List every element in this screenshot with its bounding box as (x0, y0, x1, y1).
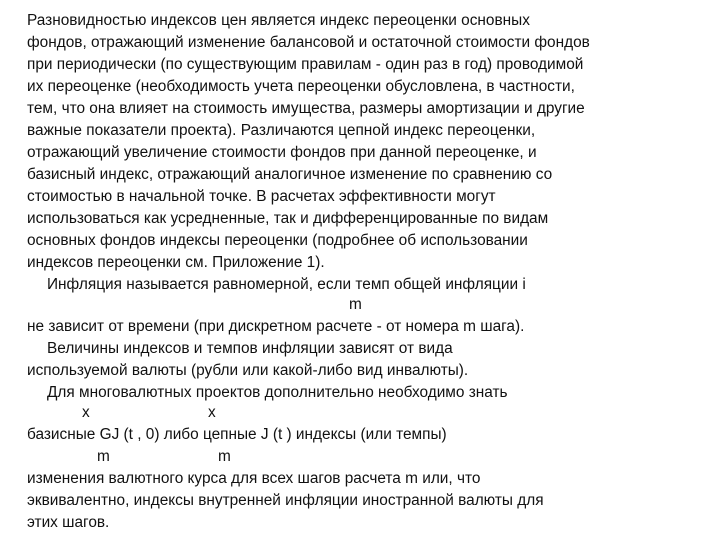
paragraph-line: базисные GJ (t , 0) либо цепные J (t ) индексы (или темпы) (27, 426, 447, 443)
paragraph-line: базисный индекс, отражающий аналогичное изменение по сравнению со (27, 166, 553, 183)
paragraph-line: важные показатели проекта). Различаются цепной индекс переоценки, (27, 122, 536, 139)
paragraph-line: Для многовалютных проектов дополнительно необходимо знать (47, 384, 508, 401)
subscript-m: m (349, 296, 362, 313)
paragraph-line: используемой валюты (рубли или какой-либо вид инвалюты). (27, 362, 469, 379)
paragraph-line: эквивалентно, индексы внутренней инфляции иностранной валюты для (27, 492, 544, 509)
paragraph-line: стоимостью в начальной точке. В расчетах эффективности могут (27, 188, 496, 205)
paragraph-line: при периодически (по существующим правилам - один раз в год) проводимой (27, 56, 584, 73)
subscript-x: x (82, 404, 90, 421)
paragraph-line: не зависит от времени (при дискретном расчете - от номера m шага). (27, 318, 525, 335)
paragraph-line: основных фондов индексы переоценки (подробнее об использовании (27, 232, 528, 249)
subscript-x: x (208, 404, 216, 421)
paragraph-line: этих шагов. (27, 514, 110, 531)
paragraph-line: индексов переоценки см. Приложение 1). (27, 254, 325, 271)
paragraph-line: тем, что она влияет на стоимость имущества, размеры амортизации и другие (27, 100, 585, 117)
paragraph-line: использоваться как усредненные, так и дифференцированные по видам (27, 210, 549, 227)
paragraph-line: Величины индексов и темпов инфляции зависят от вида (47, 340, 453, 357)
subscript-m: m (218, 448, 231, 465)
paragraph-line: Инфляция называется равномерной, если темп общей инфляции i (47, 276, 526, 293)
paragraph-line: их переоценке (необходимость учета переоценки обусловлена, в частности, (27, 78, 575, 95)
subscript-m: m (97, 448, 110, 465)
paragraph-line: изменения валютного курса для всех шагов расчета m или, что (27, 470, 481, 487)
paragraph-line: Разновидностью индексов цен является индекс переоценки основных (27, 12, 530, 29)
paragraph-line: отражающий увеличение стоимости фондов при данной переоценке, и (27, 144, 537, 161)
paragraph-line: фондов, отражающий изменение балансовой и остаточной стоимости фондов (27, 34, 590, 51)
